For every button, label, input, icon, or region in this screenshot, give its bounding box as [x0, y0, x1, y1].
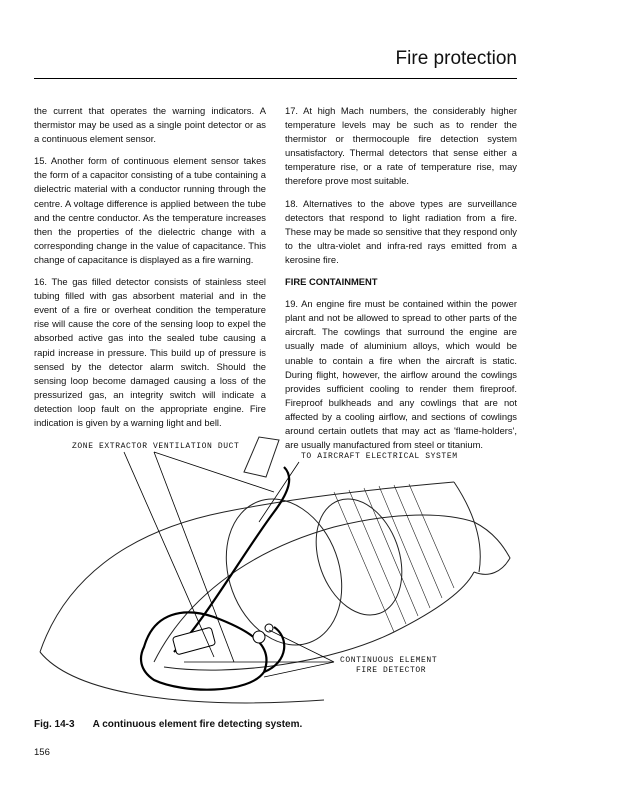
paragraph-19: 19. An engine fire must be contained within the power plant and not be allowed to spread to other parts of the aircraft. The cowlings that surround the engine are usually made of aluminium alloys, which would be unable to contain a fire when the aircraft is static. During flight, however, the airflow around the cowlings provides sufficient cooling to render them fireproof. Fireproof bulkheads and any cowlings that are not affected by a cooling airflow, and sections of cowlings around certain outlets that may act as 'flame-holders', are usually manufactured from steel or titanium.	[285, 298, 517, 451]
paragraph-17: 17. At high Mach numbers, the considerably higher temperature levels may be such as to render the thermistor or thermocouple fire detection system unsatisfactory. Thermal detectors that sense either a temperature rise, or a rate of temperature rise, may therefore prove most suitable.	[285, 105, 517, 187]
label-detector-line1: CONTINUOUS ELEMENT	[340, 656, 438, 665]
figure-number: Fig. 14-3	[34, 719, 75, 730]
engine-fire-detector-illustration	[34, 432, 517, 712]
label-electrical-system: TO AIRCRAFT ELECTRICAL SYSTEM	[301, 452, 458, 461]
page-header-title: Fire protection	[395, 48, 517, 69]
figure-caption	[34, 719, 302, 730]
figure-caption-text: A continuous element fire detecting system.	[92, 719, 303, 730]
paragraph-18: 18. Alternatives to the above types are surveillance detectors that respond to light radiation from a fire. These may be made so sensitive that they respond only to the ultra-violet and infra-red rays emitted from a kerosine fire.	[285, 197, 517, 265]
page-number: 156	[34, 747, 50, 758]
leader-electrical	[259, 462, 299, 522]
section-heading: FIRE CONTAINMENT	[285, 276, 378, 288]
leader-detector-2	[269, 630, 334, 662]
ventilation-duct	[244, 437, 279, 477]
paragraph-15: 15. Another form of continuous element sensor takes the form of a capacitor consisting of a tube containing a dielectric material with a conductor running through the centre. A voltage difference is applied between the tube and the centre conductor. As the temperature increases then the properties of the dielectric change with a corresponding change in the value of capacitance. This change of capacitance is displayed as a fire warning.	[34, 155, 266, 265]
detector-loop	[141, 467, 289, 690]
engine-section-ring	[207, 483, 362, 662]
paragraph-16: 16. The gas filled detector consists of stainless steel tubing filled with gas absorbent material and in the event of a fire or overheat condition the temperature rise will cause the core of the sensing loop to expel the absorbed active gas into the sealed tube causing a rapid increase in pressure. This build up of pressure is sensed by the detector alarm switch. Should the sensing loop become damaged causing a loss of the pressurized gas, an integrity switch will indicate a detection loop fault on the appropriate engine. Fire indication is given by a warning light and bell.	[34, 276, 266, 428]
leader-detector-3	[264, 662, 334, 677]
leader-lines	[124, 452, 334, 677]
header-rule	[34, 78, 517, 79]
left-column	[34, 104, 266, 438]
label-detector-line2: FIRE DETECTOR	[356, 666, 427, 675]
label-ventilation-duct: ZONE EXTRACTOR VENTILATION DUCT	[72, 442, 240, 451]
paragraph: the current that operates the warning indicators. A thermistor may be used as a single point detector or as a continuous element sensor.	[34, 105, 266, 145]
leader-duct-2	[154, 452, 274, 492]
detector-components	[172, 624, 273, 655]
leader-duct-1	[124, 452, 214, 657]
engine-section-ring-2	[301, 487, 417, 627]
engine-drawing	[40, 437, 510, 703]
right-column	[285, 104, 517, 460]
nacelle-rear-edge	[454, 482, 480, 572]
leader-duct-3	[154, 452, 234, 662]
